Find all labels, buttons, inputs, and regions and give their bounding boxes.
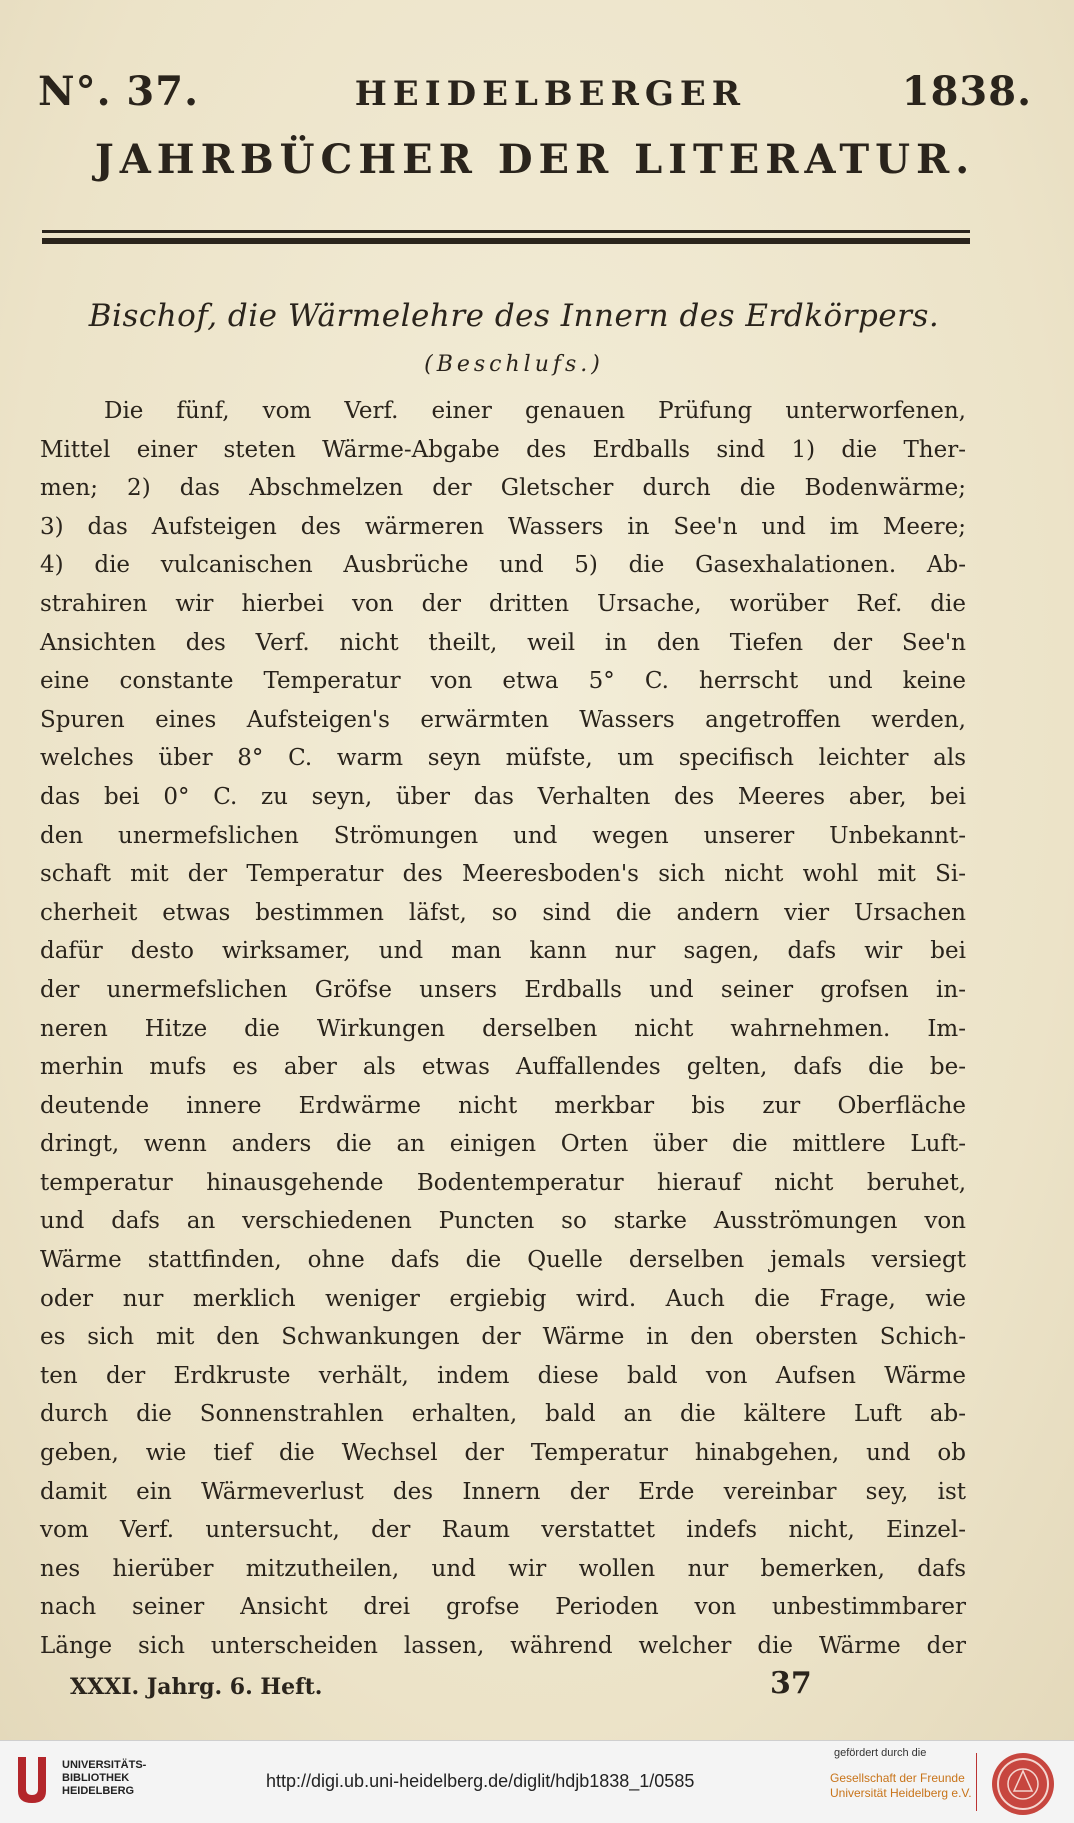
library-name: UNIVERSITÄTS- BIBLIOTHEK HEIDELBERG <box>62 1759 147 1797</box>
body-line: der unermefslichen Gröfse unsers Erdballs und seiner grofsen in- <box>40 976 966 1003</box>
body-line: Wärme stattfinden, ohne dafs die Quelle derselben jemals versiegt <box>40 1247 966 1274</box>
body-line: 3) das Aufsteigen des wärmeren Wassers in See'n und im Meere; <box>40 513 966 540</box>
journal-title-line2: JAHRBÜCHER DER LITERATUR. <box>94 136 976 183</box>
issue-year: 1838. <box>901 68 1032 115</box>
viewer-footer-bar <box>0 1740 1074 1823</box>
body-line: durch die Sonnenstrahlen erhalten, bald an die kältere Luft ab- <box>40 1401 966 1428</box>
body-line: strahiren wir hierbei von der dritten Ursache, worüber Ref. die <box>40 590 966 617</box>
body-line: 4) die vulcanischen Ausbrüche und 5) die Gasexhalationen. Ab- <box>40 552 966 579</box>
body-line: dafür desto wirksamer, und man kann nur sagen, dafs wir bei <box>40 938 966 965</box>
footer-divider <box>976 1753 977 1811</box>
body-line: schaft mit der Temperatur des Meeresboden's sich nicht wohl mit Si- <box>40 861 966 888</box>
body-line: temperatur hinausgehende Bodentemperatur hierauf nicht beruhet, <box>40 1169 966 1196</box>
body-line: ten der Erdkruste verhält, indem diese bald von Aufsen Wärme <box>40 1362 966 1389</box>
funded-by-label: gefördert durch die <box>834 1747 927 1759</box>
body-line: neren Hitze die Wirkungen derselben nicht wahrnehmen. Im- <box>40 1015 966 1042</box>
article-body <box>40 392 966 1666</box>
page-number: 37 <box>770 1666 812 1701</box>
body-line: welches über 8° C. warm seyn müfste, um specifisch leichter als <box>40 745 966 772</box>
signature-line: XXXI. Jahrg. 6. Heft. <box>70 1674 323 1700</box>
body-line: und dafs an verschiedenen Puncten so starke Ausströmungen von <box>40 1208 966 1235</box>
body-line: Die fünf, vom Verf. einer genauen Prüfung unterworfenen, <box>104 398 966 424</box>
body-line: den unermefslichen Strömungen und wegen unserer Unbekannt- <box>40 822 966 849</box>
body-line: oder nur merklich weniger ergiebig wird. Auch die Frage, wie <box>40 1285 966 1312</box>
body-line: men; 2) das Abschmelzen der Gletscher durch die Bodenwärme; <box>40 475 966 502</box>
masthead-rule <box>42 230 970 244</box>
body-line: geben, wie tief die Wechsel der Temperatur hinabgehen, und ob <box>40 1440 966 1467</box>
body-line: es sich mit den Schwankungen der Wärme in den obersten Schich- <box>40 1324 966 1351</box>
body-line: deutende innere Erdwärme nicht merkbar bis zur Oberfläche <box>40 1092 966 1119</box>
body-line: Ansichten des Verf. nicht theilt, weil in den Tiefen der See'n <box>40 629 966 656</box>
body-line: cherheit etwas bestimmen läfst, so sind die andern vier Ursachen <box>40 899 966 926</box>
body-line: das bei 0° C. zu seyn, über das Verhalten des Meeres aber, bei <box>40 783 966 810</box>
permalink-url[interactable]: http://digi.ub.uni-heidelberg.de/diglit/hdjb1838_1/0585 <box>266 1771 695 1791</box>
library-logo-icon <box>12 1753 52 1807</box>
body-line: damit ein Wärmeverlust des Innern der Erde vereinbar sey, ist <box>40 1478 966 1505</box>
body-line: eine constante Temperatur von etwa 5° C. herrscht und keine <box>40 668 966 695</box>
body-line: nach seiner Ansicht drei grofse Perioden von unbestimmbarer <box>40 1594 966 1621</box>
journal-title-line1: HEIDELBERGER <box>354 74 747 114</box>
university-seal-icon <box>990 1751 1056 1817</box>
body-line: vom Verf. untersucht, der Raum verstattet indefs nicht, Einzel- <box>40 1517 966 1544</box>
body-line: merhin mufs es aber als etwas Auffallendes gelten, dafs die be- <box>40 1054 966 1081</box>
society-name: Gesellschaft der Freunde Universität Heidelberg e.V. <box>830 1771 972 1800</box>
issue-number: N°. 37. <box>38 68 200 115</box>
article-subtitle: (Beschlufs.) <box>424 352 604 377</box>
body-line: Mittel einer steten Wärme-Abgabe des Erdballs sind 1) die Ther- <box>40 436 966 463</box>
body-line: nes hierüber mitzutheilen, und wir wollen nur bemerken, dafs <box>40 1555 966 1582</box>
article-title: Bischof, die Wärmelehre des Innern des Erdkörpers. <box>88 298 940 334</box>
masthead-row <box>38 68 1032 120</box>
body-line: Spuren eines Aufsteigen's erwärmten Wassers angetroffen werden, <box>40 706 966 733</box>
body-line: dringt, wenn anders die an einigen Orten über die mittlere Luft- <box>40 1131 966 1158</box>
body-line: Länge sich unterscheiden lassen, während welcher die Wärme der <box>40 1633 966 1659</box>
